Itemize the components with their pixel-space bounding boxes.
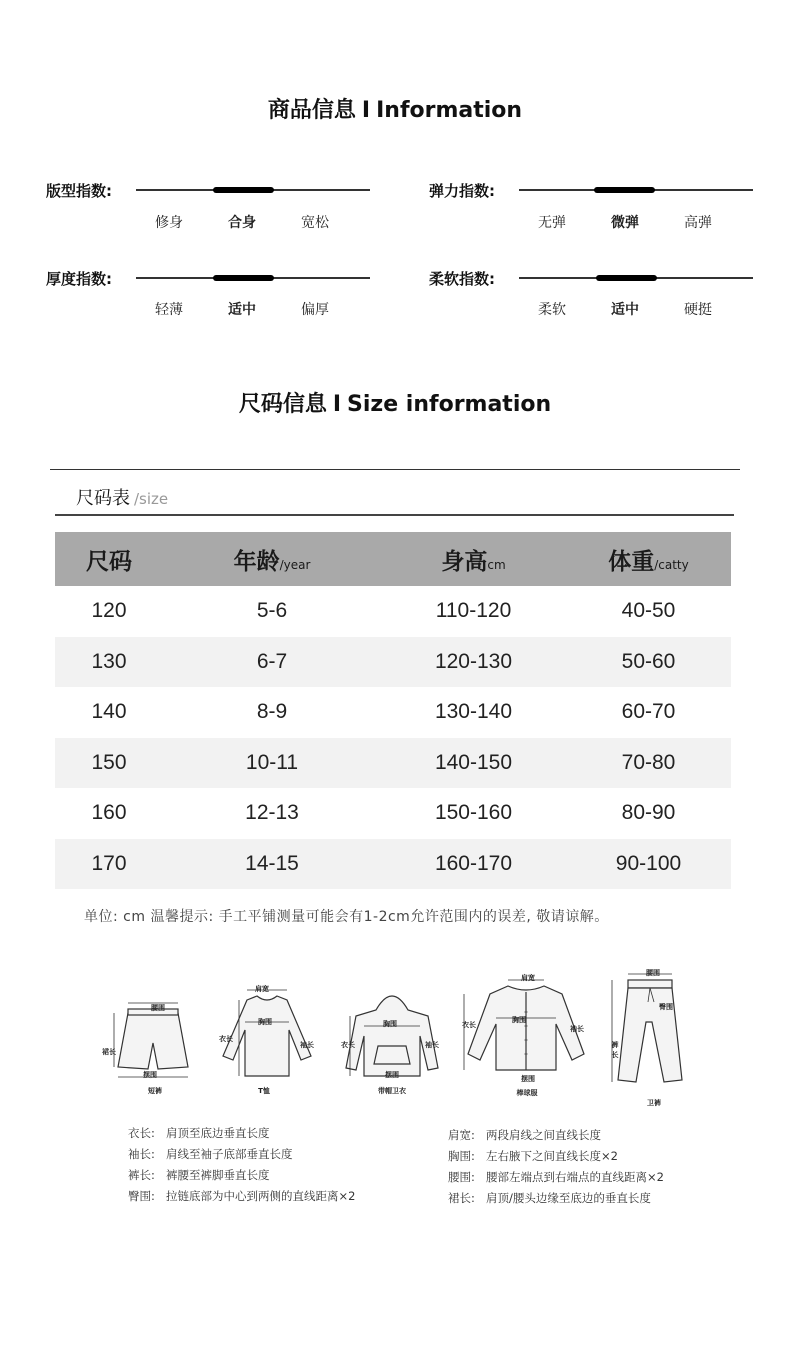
elasticity-option-high: 高弹 xyxy=(684,215,712,231)
hoodie-length-label: 衣长 xyxy=(341,1041,355,1049)
cell-size: 160 xyxy=(91,801,127,825)
thickness-index-indicator xyxy=(213,275,274,281)
table-row xyxy=(55,839,731,890)
shorts-hem-label: 摆围 xyxy=(143,1071,157,1079)
thickness-index-label: 厚度指数: xyxy=(46,270,112,288)
size-table-caption-sub: /size xyxy=(134,490,169,508)
fit-index-label: 版型指数: xyxy=(46,182,112,200)
softness-index-label: 柔软指数: xyxy=(429,270,495,288)
cell-size: 150 xyxy=(55,738,163,789)
cell-size: 120 xyxy=(91,599,127,623)
sweatpants-icon xyxy=(600,968,690,1096)
baseball-jacket-label: 棒球服 xyxy=(516,1089,538,1097)
hoodie-hem-label: 摆围 xyxy=(385,1071,399,1079)
softness-index-track xyxy=(519,277,753,279)
definition-row: 胸围: 左右腋下之间直线长度×2 xyxy=(448,1149,618,1163)
elasticity-option-slight: 微弹 xyxy=(611,215,639,231)
cell-age: 12-13 xyxy=(245,801,299,825)
cell-weight: 60-70 xyxy=(621,700,676,724)
header-size: 尺码 xyxy=(55,532,163,586)
jacket-chest-label: 胸围 xyxy=(512,1016,526,1024)
shorts-label: 短裤 xyxy=(148,1087,162,1095)
cell-weight: 40-50 xyxy=(621,599,676,623)
size-info-title xyxy=(0,387,790,418)
fit-option-slim: 修身 xyxy=(155,215,183,231)
product-info-title xyxy=(0,93,790,124)
header-age: 年龄/year xyxy=(163,532,381,586)
thickness-option-medium: 适中 xyxy=(228,302,256,318)
thickness-option-thin: 轻薄 xyxy=(155,302,183,318)
size-table-caption xyxy=(76,484,168,510)
cell-age: 5-6 xyxy=(256,599,288,623)
table-row xyxy=(55,738,731,789)
tshirt-sleeve-label: 袖长 xyxy=(300,1041,314,1049)
header-height: 身高cm xyxy=(381,532,566,586)
jacket-sleeve-label: 袖长 xyxy=(570,1025,584,1033)
header-weight: 体重/catty xyxy=(566,532,731,586)
fit-option-regular: 合身 xyxy=(228,215,256,231)
cell-size: 140 xyxy=(91,700,127,724)
definition-row: 袖长: 肩线至袖子底部垂直长度 xyxy=(128,1147,293,1161)
thickness-option-thick: 偏厚 xyxy=(301,302,329,318)
size-info-title-en: Size information xyxy=(347,392,552,417)
cell-height: 120-130 xyxy=(381,637,566,688)
product-info-title-cn: 商品信息 xyxy=(267,98,356,123)
hoodie-sleeve-label: 袖长 xyxy=(425,1041,439,1049)
definitions-right xyxy=(448,1125,664,1209)
cell-height: 140-150 xyxy=(381,738,566,789)
size-table-caption-cn: 尺码表 xyxy=(76,488,130,509)
cell-weight: 80-90 xyxy=(621,801,676,825)
measurement-note: 单位: cm 温馨提示: 手工平铺测量可能会有1-2cm允许范围内的误差, 敬请谅解。 xyxy=(84,909,609,925)
softness-index-indicator xyxy=(596,275,657,281)
cell-height: 130-140 xyxy=(434,700,513,724)
cell-weight: 90-100 xyxy=(566,839,731,890)
softness-option-medium: 适中 xyxy=(611,302,639,318)
definition-row: 衣长: 肩顶至底边垂直长度 xyxy=(128,1126,270,1140)
elasticity-option-none: 无弹 xyxy=(538,215,566,231)
jacket-shoulder-label: 肩宽 xyxy=(521,974,535,982)
size-table-header xyxy=(55,532,731,586)
product-info-title-en: Information xyxy=(376,98,523,123)
table-row xyxy=(55,586,731,637)
softness-option-stiff: 硬挺 xyxy=(684,302,712,318)
tshirt-label: T恤 xyxy=(258,1087,270,1095)
size-info-title-cn: 尺码信息 xyxy=(238,392,327,417)
title-separator: I xyxy=(361,98,371,123)
definition-row: 裙长: 肩顶/腰头边缘至底边的垂直长度 xyxy=(448,1191,651,1205)
hoodie-chest-label: 胸围 xyxy=(383,1020,397,1028)
table-row xyxy=(55,637,731,688)
definition-row: 臀围: 拉链底部为中心到两侧的直线距离×2 xyxy=(128,1189,356,1203)
cell-size: 170 xyxy=(55,839,163,890)
cell-height: 110-120 xyxy=(435,599,512,623)
jacket-length-label: 衣长 xyxy=(462,1021,476,1029)
pants-waist-label: 腰围 xyxy=(646,969,660,977)
size-table xyxy=(55,532,731,889)
shorts-waist-label: 腰围 xyxy=(151,1004,165,1012)
definitions-left xyxy=(128,1123,355,1207)
cell-size: 130 xyxy=(55,637,163,688)
cell-age: 6-7 xyxy=(163,637,381,688)
definition-row: 肩宽: 两段肩线之间直线长度 xyxy=(448,1128,601,1142)
cell-age: 10-11 xyxy=(163,738,381,789)
definition-row: 裤长: 裤腰至裤脚垂直长度 xyxy=(128,1168,270,1182)
sweatpants-label: 卫裤 xyxy=(647,1099,661,1107)
tshirt-shoulder-label: 肩宽 xyxy=(255,985,269,993)
size-table-top-rule xyxy=(50,469,740,470)
table-row xyxy=(55,687,731,738)
fit-option-loose: 宽松 xyxy=(301,215,329,231)
jacket-hem-label: 摆围 xyxy=(521,1075,535,1083)
elasticity-index-track xyxy=(519,189,753,191)
thickness-index-track xyxy=(136,277,370,279)
cell-height: 160-170 xyxy=(381,839,566,890)
fit-index-track xyxy=(136,189,370,191)
shorts-length-label: 裙长 xyxy=(102,1048,116,1056)
softness-option-soft: 柔软 xyxy=(538,302,566,318)
definition-row: 腰围: 腰部左端点到右端点的直线距离×2 xyxy=(448,1170,664,1184)
elasticity-index-indicator xyxy=(594,187,655,193)
size-table-caption-rule xyxy=(55,514,734,516)
cell-age: 8-9 xyxy=(256,700,288,724)
pants-hip-label: 臀围 xyxy=(659,1003,673,1011)
tshirt-length-label: 衣长 xyxy=(219,1035,233,1043)
hoodie-label: 带帽卫衣 xyxy=(378,1087,406,1095)
cell-height: 150-160 xyxy=(434,801,513,825)
title-separator: I xyxy=(332,392,342,417)
cell-weight: 70-80 xyxy=(566,738,731,789)
pants-length-label: 裤长 xyxy=(611,1041,619,1059)
tshirt-chest-label: 胸围 xyxy=(258,1018,272,1026)
elasticity-index-label: 弹力指数: xyxy=(429,182,495,200)
cell-age: 14-15 xyxy=(163,839,381,890)
fit-index-indicator xyxy=(213,187,274,193)
table-row xyxy=(55,788,731,839)
cell-weight: 50-60 xyxy=(566,637,731,688)
